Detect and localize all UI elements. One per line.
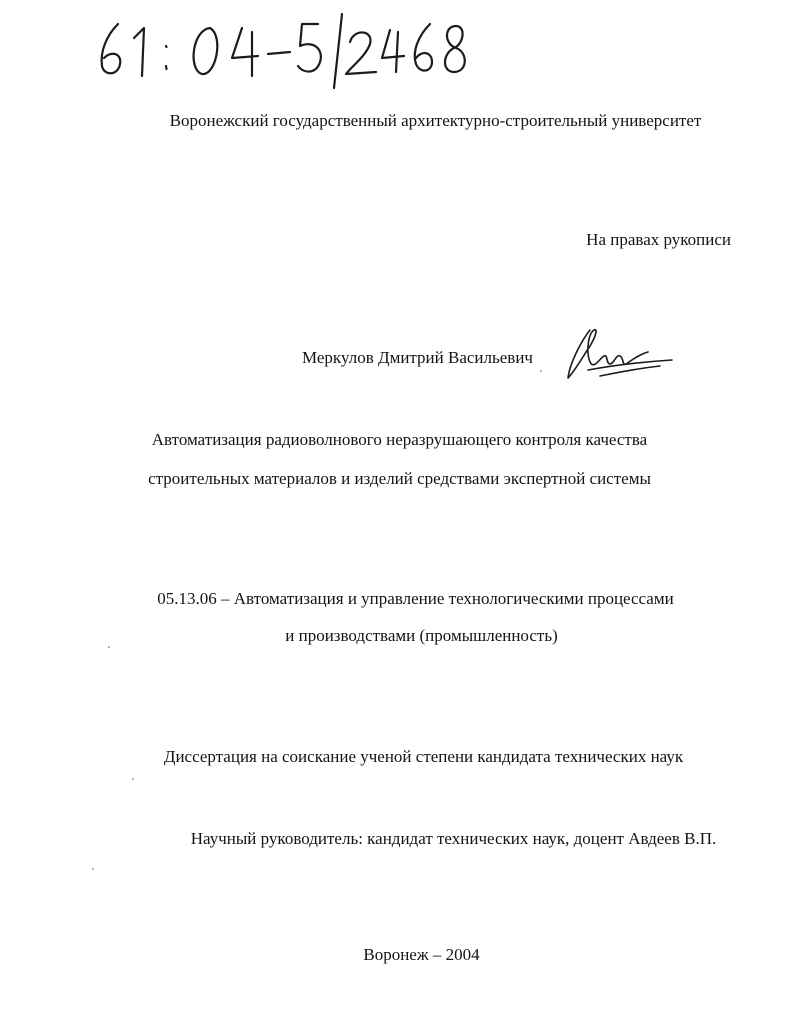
manuscript-note: На правах рукописи bbox=[586, 230, 731, 249]
digit-4 bbox=[232, 28, 258, 76]
slash bbox=[334, 14, 342, 88]
dash bbox=[268, 52, 290, 54]
digit-8 bbox=[445, 26, 465, 72]
scan-speck bbox=[540, 370, 542, 372]
digit-6b bbox=[415, 24, 432, 71]
digit-6 bbox=[102, 24, 121, 73]
scan-speck bbox=[132, 778, 134, 780]
title-line-2: строительных материалов и изделий средствами экспертной системы bbox=[148, 469, 651, 488]
scan-speck bbox=[108, 646, 110, 648]
handwritten-archive-code bbox=[92, 10, 472, 90]
digit-1 bbox=[134, 28, 144, 76]
digit-4b bbox=[382, 30, 404, 72]
scientific-supervisor: Научный руководитель: кандидат технических наук, доцент Авдеев В.П. bbox=[190, 829, 717, 848]
digit-0 bbox=[194, 28, 218, 74]
specialty-line-2: и производствами (промышленность) bbox=[285, 626, 558, 645]
specialty-line-1: 05.13.06 – Автоматизация и управление технологическими процессами bbox=[157, 589, 674, 608]
university-name: Воронежский государственный архитектурно-строительный университет bbox=[169, 111, 702, 130]
digit-2 bbox=[346, 32, 376, 74]
city-and-year: Воронеж – 2004 bbox=[363, 945, 480, 964]
author-signature bbox=[560, 322, 680, 384]
author-name: Меркулов Дмитрий Васильевич bbox=[302, 348, 533, 367]
title-line-1: Автоматизация радиоволнового неразрушающего контроля качества bbox=[151, 430, 648, 449]
degree-statement: Диссертация на соискание ученой степени кандидата технических наук bbox=[163, 747, 684, 766]
digit-5 bbox=[298, 24, 321, 72]
colon bbox=[166, 46, 167, 69]
scan-speck bbox=[92, 868, 94, 870]
